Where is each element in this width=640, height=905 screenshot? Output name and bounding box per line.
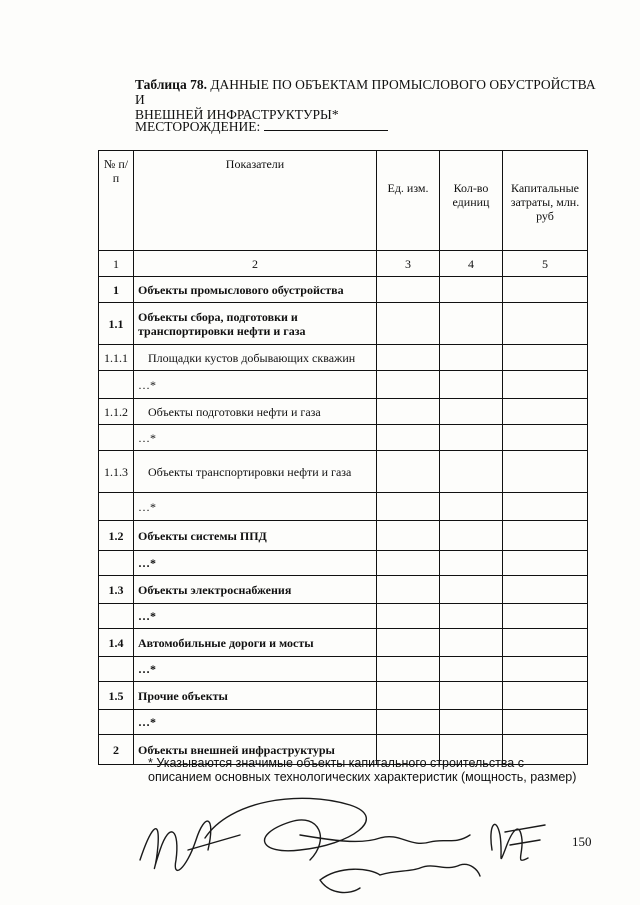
header-unit: Ед. изм. bbox=[377, 151, 440, 251]
row-text: …* bbox=[134, 657, 377, 682]
field-label: МЕСТОРОЖДЕНИЕ: bbox=[135, 119, 261, 134]
row-text: Автомобильные дороги и мосты bbox=[134, 629, 377, 657]
colnum-3: 3 bbox=[377, 251, 440, 277]
row-num: 1.1 bbox=[99, 303, 134, 345]
table-label: Таблица 78. bbox=[135, 77, 207, 92]
colnum-1: 1 bbox=[99, 251, 134, 277]
row-text: Объекты системы ППД bbox=[134, 521, 377, 551]
title-line-2: ВНЕШНЕЙ ИНФРАСТРУКТУРЫ* bbox=[135, 107, 339, 122]
row-text: Объекты подготовки нефти и газа bbox=[134, 399, 377, 425]
row-num: 1.1.1 bbox=[99, 345, 134, 371]
page-number: 150 bbox=[572, 834, 592, 849]
footnote: * Указываются значимые объекты капитального строительства с описанием основных технологических характеристик (мощность, размер) bbox=[148, 756, 577, 784]
row-num: 1.1.2 bbox=[99, 399, 134, 425]
signature-3 bbox=[320, 864, 480, 892]
colnum-4: 4 bbox=[440, 251, 503, 277]
header-count: Кол-во единиц bbox=[440, 151, 503, 251]
row-text: Объекты промыслового обустройства bbox=[134, 277, 377, 303]
row-text: Прочие объекты bbox=[134, 682, 377, 710]
signature-2 bbox=[205, 798, 470, 860]
row-num: 1.3 bbox=[99, 576, 134, 604]
row-num: 1.1.3 bbox=[99, 451, 134, 493]
row-text: Объекты внешней инфраструктуры bbox=[134, 735, 377, 765]
header-capex: Капитальные затраты, млн. руб bbox=[503, 151, 588, 251]
row-text: Объекты транспортировки нефти и газа bbox=[134, 451, 377, 493]
colnum-5: 5 bbox=[503, 251, 588, 277]
row-num: 1 bbox=[99, 277, 134, 303]
signature-4 bbox=[491, 824, 545, 860]
row-text: …* bbox=[134, 371, 377, 399]
row-num: 1.2 bbox=[99, 521, 134, 551]
row-num: 1.5 bbox=[99, 682, 134, 710]
row-text: Площадки кустов добывающих скважин bbox=[134, 345, 377, 371]
row-num: 1.4 bbox=[99, 629, 134, 657]
title-line-1: ДАННЫЕ ПО ОБЪЕКТАМ ПРОМЫСЛОВОГО ОБУСТРОЙСТВА И bbox=[135, 77, 596, 107]
row-text: Объекты электроснабжения bbox=[134, 576, 377, 604]
signature-1 bbox=[140, 821, 240, 870]
row-text: …* bbox=[134, 551, 377, 576]
row-text: …* bbox=[134, 710, 377, 735]
row-text: …* bbox=[134, 425, 377, 451]
header-num: № п/п bbox=[99, 151, 134, 251]
row-num: 2 bbox=[99, 735, 134, 765]
row-text: Объекты сбора, подготовки и транспортировки нефти и газа bbox=[134, 303, 377, 345]
row-text: …* bbox=[134, 604, 377, 629]
row-text: …* bbox=[134, 493, 377, 521]
colnum-2: 2 bbox=[134, 251, 377, 277]
header-indicators: Показатели bbox=[134, 151, 377, 251]
